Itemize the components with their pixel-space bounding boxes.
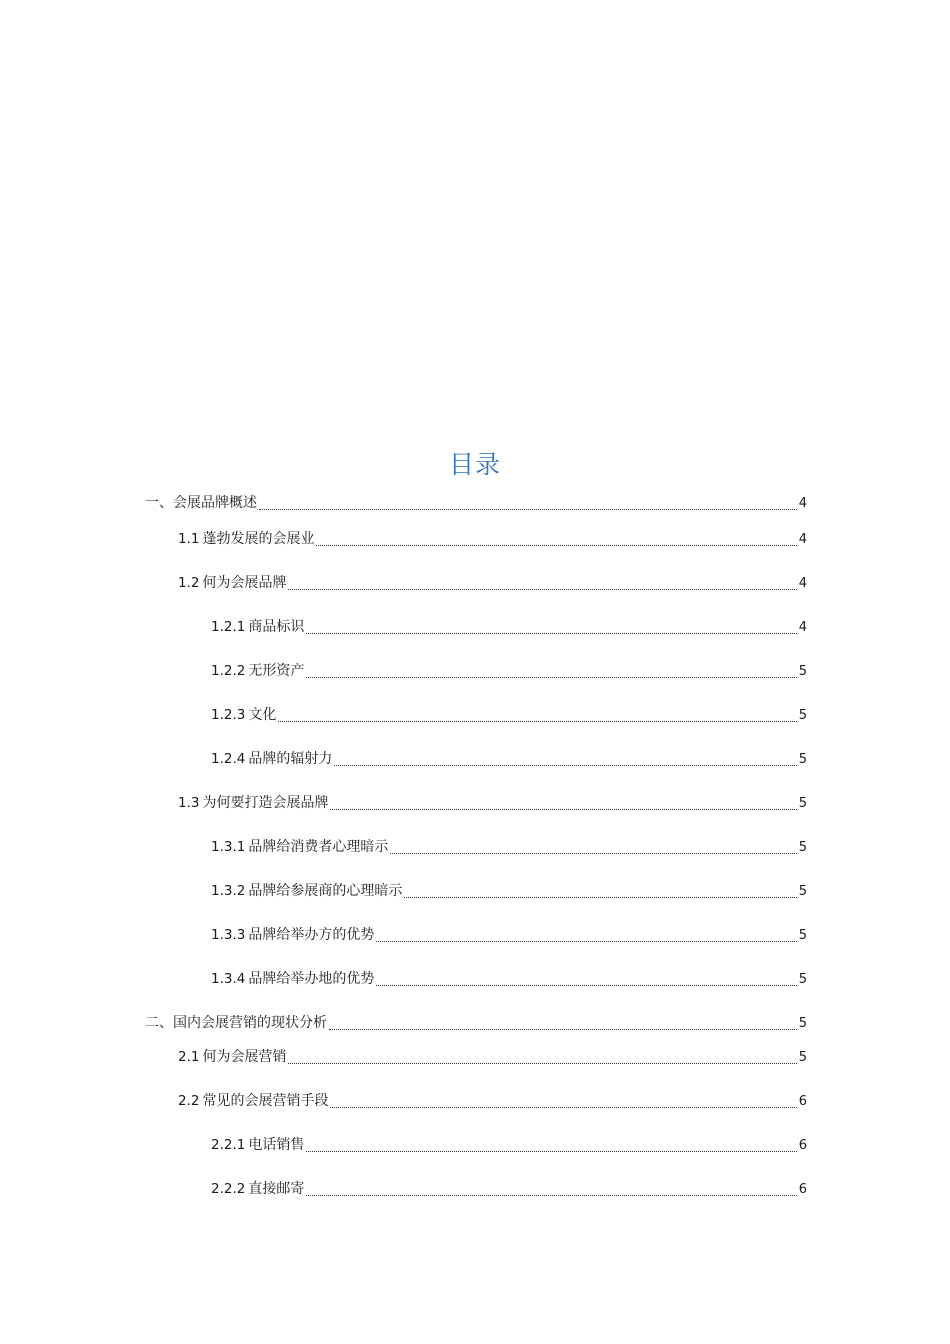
toc-dot-leader	[306, 676, 796, 678]
toc-page-number: 4	[798, 620, 807, 635]
toc-dot-leader	[330, 1106, 796, 1108]
toc-dot-leader	[306, 1194, 796, 1196]
toc-entry-number: 2.2.1	[211, 1137, 246, 1153]
toc-dot-leader	[306, 1150, 796, 1152]
toc-entry[interactable]	[178, 572, 807, 594]
toc-entry-text: 文化	[248, 707, 277, 723]
toc-page-number: 4	[798, 496, 807, 511]
toc-entry-text: 商品标识	[248, 619, 305, 635]
toc-entry-text: 品牌给举办方的优势	[248, 927, 375, 943]
toc-entry-text: 品牌给消费者心理暗示	[248, 839, 389, 855]
toc-entry-text: 何为会展品牌	[202, 575, 287, 591]
toc-dot-leader	[376, 984, 796, 986]
toc-entry-text: 蓬勃发展的会展业	[202, 531, 315, 547]
toc-page-number: 5	[798, 664, 807, 679]
toc-entry-text: 直接邮寄	[248, 1181, 305, 1197]
toc-entry-text: 品牌的辐射力	[248, 751, 333, 767]
toc-title: 目录	[448, 450, 501, 479]
toc-entry-text: 品牌给参展商的心理暗示	[248, 883, 403, 899]
toc-entry-number: 1.3.1	[211, 839, 246, 855]
toc-entry[interactable]	[178, 528, 807, 550]
toc-entry[interactable]	[211, 968, 807, 990]
toc-entry-text: 何为会展营销	[202, 1049, 287, 1065]
toc-entry[interactable]	[178, 792, 807, 814]
toc-entry-number: 1.3.3	[211, 927, 246, 943]
toc-entry-number: 1.1	[178, 531, 200, 547]
toc-dot-leader	[404, 896, 796, 898]
toc-dot-leader	[334, 764, 796, 766]
toc-dot-leader	[288, 1062, 796, 1064]
toc-page-number: 6	[798, 1094, 807, 1109]
toc-dot-leader	[316, 544, 796, 546]
toc-page-number: 6	[798, 1138, 807, 1153]
toc-entry-text: 常见的会展营销手段	[202, 1093, 329, 1109]
toc-entry-number: 1.3	[178, 795, 200, 811]
toc-page-number: 5	[798, 972, 807, 987]
toc-entry-number: 2.2	[178, 1093, 200, 1109]
toc-entry-number: 2.1	[178, 1049, 200, 1065]
toc-dot-leader	[390, 852, 796, 854]
toc-entry-number: 二、	[145, 1015, 173, 1031]
toc-entry-number: 1.2.1	[211, 619, 246, 635]
toc-entry[interactable]	[178, 1090, 807, 1112]
toc-dot-leader	[288, 588, 796, 590]
toc-entry[interactable]	[145, 1012, 807, 1034]
toc-dot-leader	[376, 940, 796, 942]
toc-dot-leader	[259, 508, 797, 510]
toc-dot-leader	[278, 720, 796, 722]
toc-entry[interactable]	[211, 616, 807, 638]
toc-page-number: 4	[798, 576, 807, 591]
toc-page-number: 5	[798, 928, 807, 943]
toc-entry-number: 1.2.4	[211, 751, 246, 767]
toc-entry-number: 1.3.4	[211, 971, 246, 987]
toc-page-number: 5	[798, 884, 807, 899]
toc-entry[interactable]	[211, 704, 807, 726]
toc-entry-number: 1.3.2	[211, 883, 246, 899]
toc-entry[interactable]	[211, 748, 807, 770]
toc-entry-text: 电话销售	[248, 1137, 305, 1153]
toc-dot-leader	[329, 1028, 797, 1030]
toc-entry-text: 无形资产	[248, 663, 305, 679]
toc-page-number: 5	[798, 708, 807, 723]
toc-page-number: 5	[798, 796, 807, 811]
toc-entry-number: 1.2.2	[211, 663, 246, 679]
toc-entry[interactable]	[145, 492, 807, 514]
toc-entry[interactable]	[211, 836, 807, 858]
toc-page-number: 5	[798, 840, 807, 855]
toc-entry[interactable]	[211, 924, 807, 946]
toc-entry-text: 品牌给举办地的优势	[248, 971, 375, 987]
toc-entry[interactable]	[211, 880, 807, 902]
toc-entry-text: 国内会展营销的现状分析	[173, 1015, 327, 1031]
toc-entry-number: 1.2.3	[211, 707, 246, 723]
toc-entry-number: 1.2	[178, 575, 200, 591]
toc-entry-number: 2.2.2	[211, 1181, 246, 1197]
toc-entry[interactable]	[211, 1178, 807, 1200]
toc-page-number: 5	[798, 1016, 807, 1031]
toc-dot-leader	[330, 808, 796, 810]
toc-page-number: 5	[798, 752, 807, 767]
toc-entry[interactable]	[211, 660, 807, 682]
toc-page-number: 4	[798, 532, 807, 547]
toc-entry[interactable]	[211, 1134, 807, 1156]
toc-entry-text: 会展品牌概述	[173, 495, 257, 511]
toc-entry-number: 一、	[145, 495, 173, 511]
toc-entry-text: 为何要打造会展品牌	[202, 795, 329, 811]
toc-page-number: 6	[798, 1182, 807, 1197]
toc-entry[interactable]	[178, 1046, 807, 1068]
toc-page-number: 5	[798, 1050, 807, 1065]
toc-dot-leader	[306, 632, 796, 634]
